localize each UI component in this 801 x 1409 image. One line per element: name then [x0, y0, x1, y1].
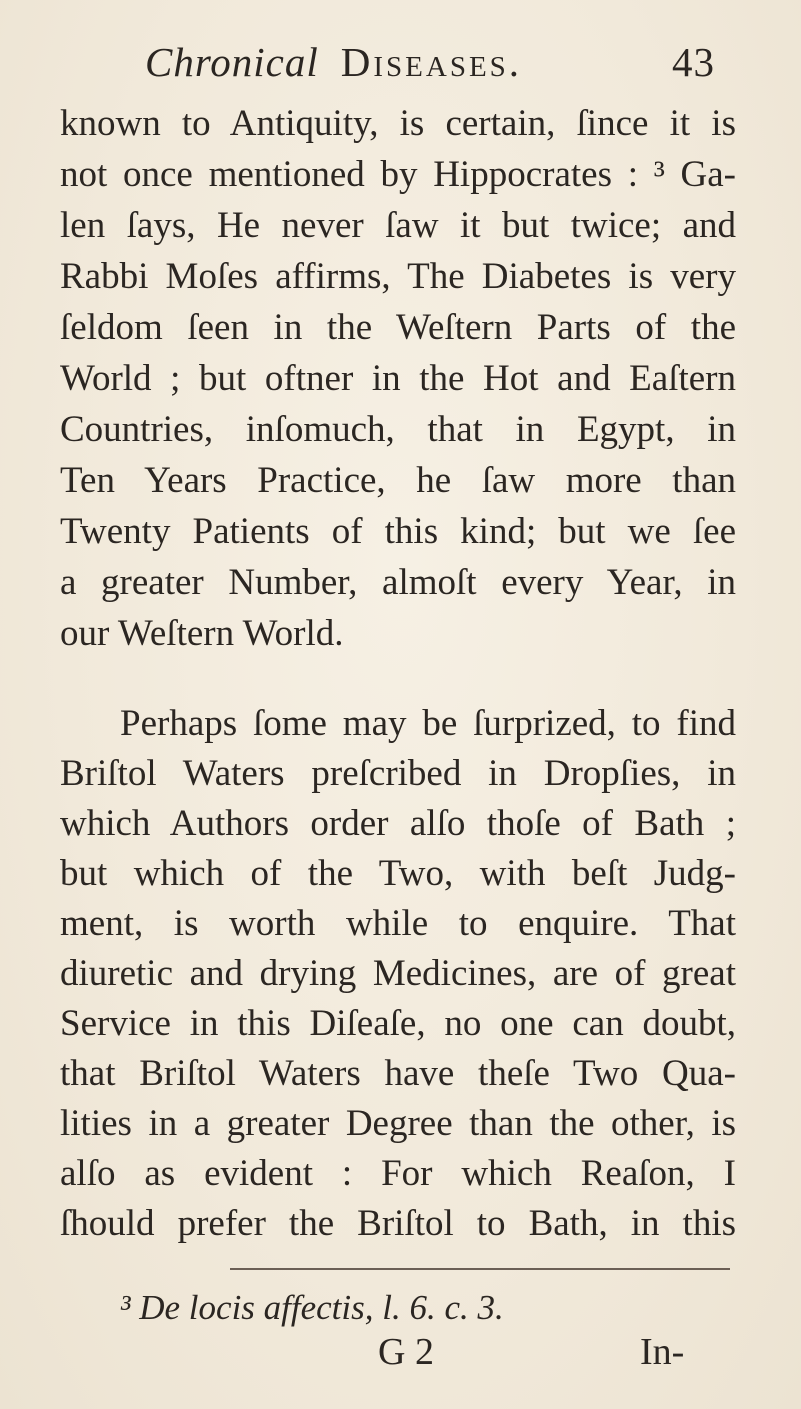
- text-line: lities in a greater Degree than the other, is: [60, 1103, 736, 1144]
- text-line: Briſtol Waters preſcribed in Dropſies, in: [60, 753, 736, 794]
- page-number: 43: [672, 39, 715, 85]
- running-header: [145, 36, 715, 88]
- text-line: not once mentioned by Hippocrates : ³ Ga-: [60, 154, 736, 195]
- signature-mark: G 2: [378, 1331, 434, 1373]
- text-line: alſo as evident : For which Reaſon, I: [60, 1153, 736, 1194]
- text-line: a greater Number, almoſt every Year, in: [60, 562, 736, 603]
- footnote: ³ De locis affectis, l. 6. c. 3.: [120, 1288, 504, 1327]
- text-line: that Briſtol Waters have theſe Two Qua-: [60, 1053, 736, 1094]
- catchword: In-: [640, 1331, 685, 1373]
- text-line: Service in this Diſeaſe, no one can doubt,: [60, 1003, 736, 1044]
- text-line: but which of the Two, with beſt Judg-: [60, 853, 736, 894]
- text-line: Perhaps ſome may be ſurprized, to find: [120, 703, 736, 744]
- text-line: known to Antiquity, is certain, ſince it is: [60, 103, 736, 144]
- text-line: Rabbi Moſes affirms, The Diabetes is very: [60, 256, 736, 297]
- text-line: ment, is worth while to enquire. That: [60, 903, 736, 944]
- text-line: ſhould prefer the Briſtol to Bath, in this: [60, 1203, 736, 1244]
- text-line: ſeldom ſeen in the Weſtern Parts of the: [60, 307, 736, 348]
- text-line: Ten Years Practice, he ſaw more than: [60, 460, 736, 501]
- text-line: len ſays, He never ſaw it but twice; and: [60, 205, 736, 246]
- text-line: Countries, inſomuch, that in Egypt, in: [60, 409, 736, 450]
- text-line: World ; but oftner in the Hot and Eaſtern: [60, 358, 736, 399]
- footnote-rule: [230, 1268, 730, 1270]
- text-line: Twenty Patients of this kind; but we ſee: [60, 511, 736, 552]
- running-title-caps: Diseases.: [340, 39, 523, 85]
- running-title-italic: Chronical: [145, 39, 319, 85]
- text-line: diuretic and drying Medicines, are of great: [60, 953, 736, 994]
- text-line: our Weſtern World.: [60, 613, 344, 654]
- text-line: which Authors order alſo thoſe of Bath ;: [60, 803, 736, 844]
